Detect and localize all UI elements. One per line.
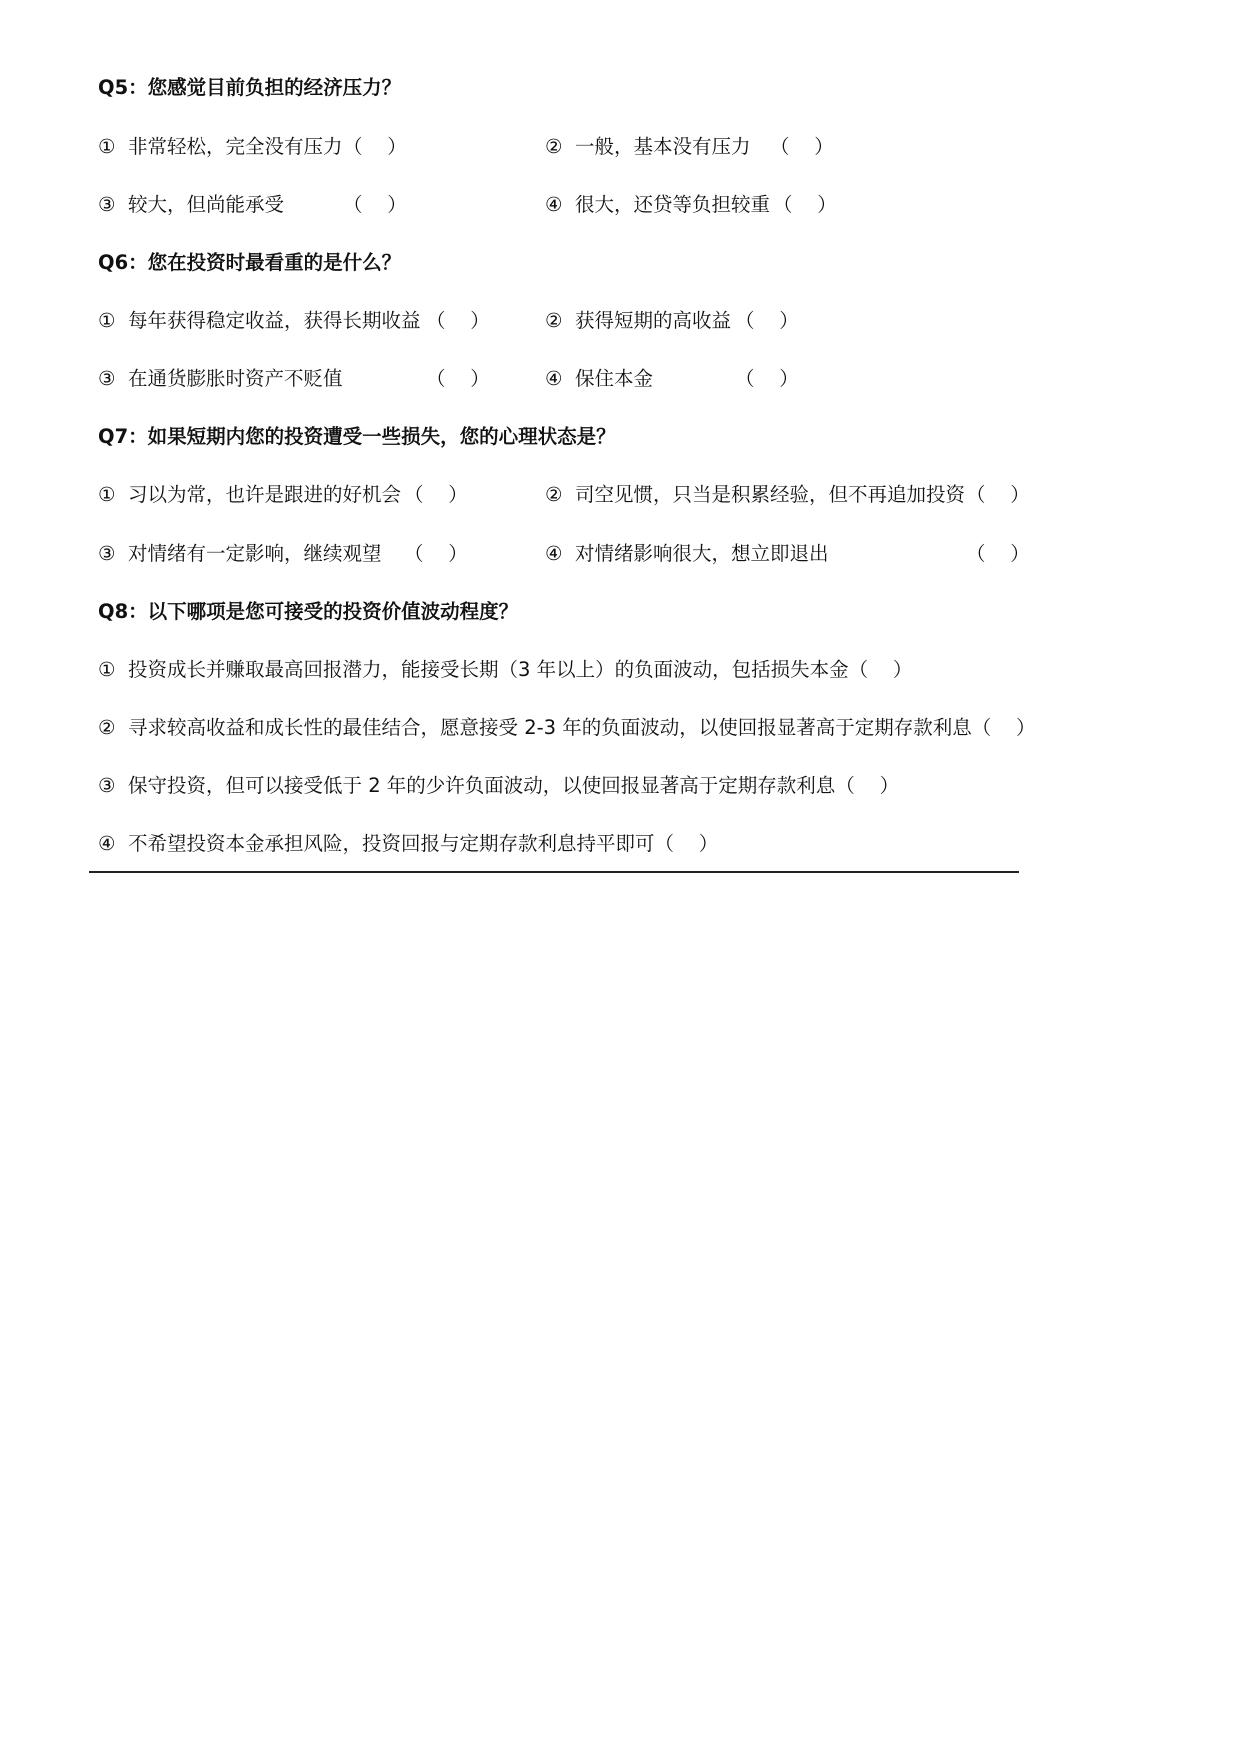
option-text: 对情绪有一定影响，继续观望 [128,542,382,565]
option-line [128,772,899,800]
option-text: 习以为常，也许是跟进的好机会 [128,483,402,506]
option-text: 一般，基本没有压力 [575,135,751,158]
answer-blank: （ ） [848,658,913,681]
option-text: 寻求较高收益和成长性的最佳结合，愿意接受 2-3 年的负面波动，以使回报显著高于定期存款利息 [128,716,972,739]
q8-option-1 [98,656,1048,684]
answer-blank: （ ） [770,135,834,158]
questionnaire-content [0,0,1036,900]
option-text: 投资成长并赚取最高回报潜力，能接受长期（3 年以上）的负面波动，包括损失本金 [128,658,849,681]
q8-option-4 [98,830,1048,858]
option-line [128,830,718,858]
option-text: 在通货膨胀时资产不贬值 [128,367,343,390]
answer-blank: （ ） [343,193,407,216]
option-number: ① [98,483,116,506]
option-number: ② [545,483,563,506]
answer-blank: （ ） [966,542,1030,565]
option-number: ① [98,135,116,158]
answer-blank: （ ） [773,193,837,216]
q7-option-3 [98,540,568,568]
option-line [128,656,912,684]
option-number: ③ [98,774,116,797]
section-divider [89,871,1019,873]
q7-option-1 [98,481,568,509]
answer-blank: （ ） [735,309,799,332]
option-text: 不希望投资本金承担风险，投资回报与定期存款利息持平即可 [128,832,655,855]
option-number: ④ [545,193,563,216]
answer-blank: （ ） [966,483,1030,506]
q7-label: Q7：如果短期内您的投资遭受一些损失，您的心理状态是？ [98,425,616,448]
option-text: 对情绪影响很大，想立即退出 [575,542,829,565]
q5-option-4 [545,191,1015,219]
q5-label: Q5：您感觉目前负担的经济压力？ [98,76,402,99]
option-number: ③ [98,193,116,216]
option-text: 较大，但尚能承受 [128,193,285,216]
answer-blank: （ ） [426,309,490,332]
q7-option-4 [545,540,1030,568]
q8-option-3 [98,772,1048,800]
option-text: 保住本金 [575,367,654,390]
q8-label: Q8：以下哪项是您可接受的投资价值波动程度？ [98,600,519,623]
q6-label: Q6：您在投资时最看重的是什么？ [98,251,402,274]
option-number: ① [98,309,116,332]
option-number: ③ [98,542,116,565]
option-number: ④ [545,367,563,390]
answer-blank: （ ） [735,367,799,390]
option-line [128,714,1036,742]
q5-option-2 [545,133,1015,161]
option-text: 非常轻松，完全没有压力 [128,135,343,158]
option-number: ② [545,309,563,332]
option-text: 很大，还贷等负担较重 [575,193,771,216]
option-text: 获得短期的高收益 [575,309,732,332]
answer-blank: （ ） [654,832,719,855]
q5-option-1 [98,133,568,161]
option-number: ③ [98,367,116,390]
q6-option-3 [98,365,568,393]
q6-option-4 [545,365,1015,393]
q6-option-2 [545,307,1015,335]
option-number: ④ [98,832,116,855]
q5-option-3 [98,191,568,219]
answer-blank: （ ） [404,483,468,506]
answer-blank: （ ） [971,716,1036,739]
answer-blank: （ ） [835,774,900,797]
option-number: ① [98,658,116,681]
option-number: ② [98,716,116,739]
answer-blank: （ ） [343,135,407,158]
q8-option-2 [98,714,1048,742]
answer-blank: （ ） [426,367,490,390]
option-text: 每年获得稳定收益，获得长期收益 [128,309,421,332]
option-text: 保守投资，但可以接受低于 2 年的少许负面波动，以使回报显著高于定期存款利息 [128,774,836,797]
q6-option-1 [98,307,568,335]
option-text: 司空见惯，只当是积累经验，但不再追加投资 [575,483,966,506]
q7-option-2 [545,481,1030,509]
answer-blank: （ ） [404,542,468,565]
option-number: ④ [545,542,563,565]
option-number: ② [545,135,563,158]
